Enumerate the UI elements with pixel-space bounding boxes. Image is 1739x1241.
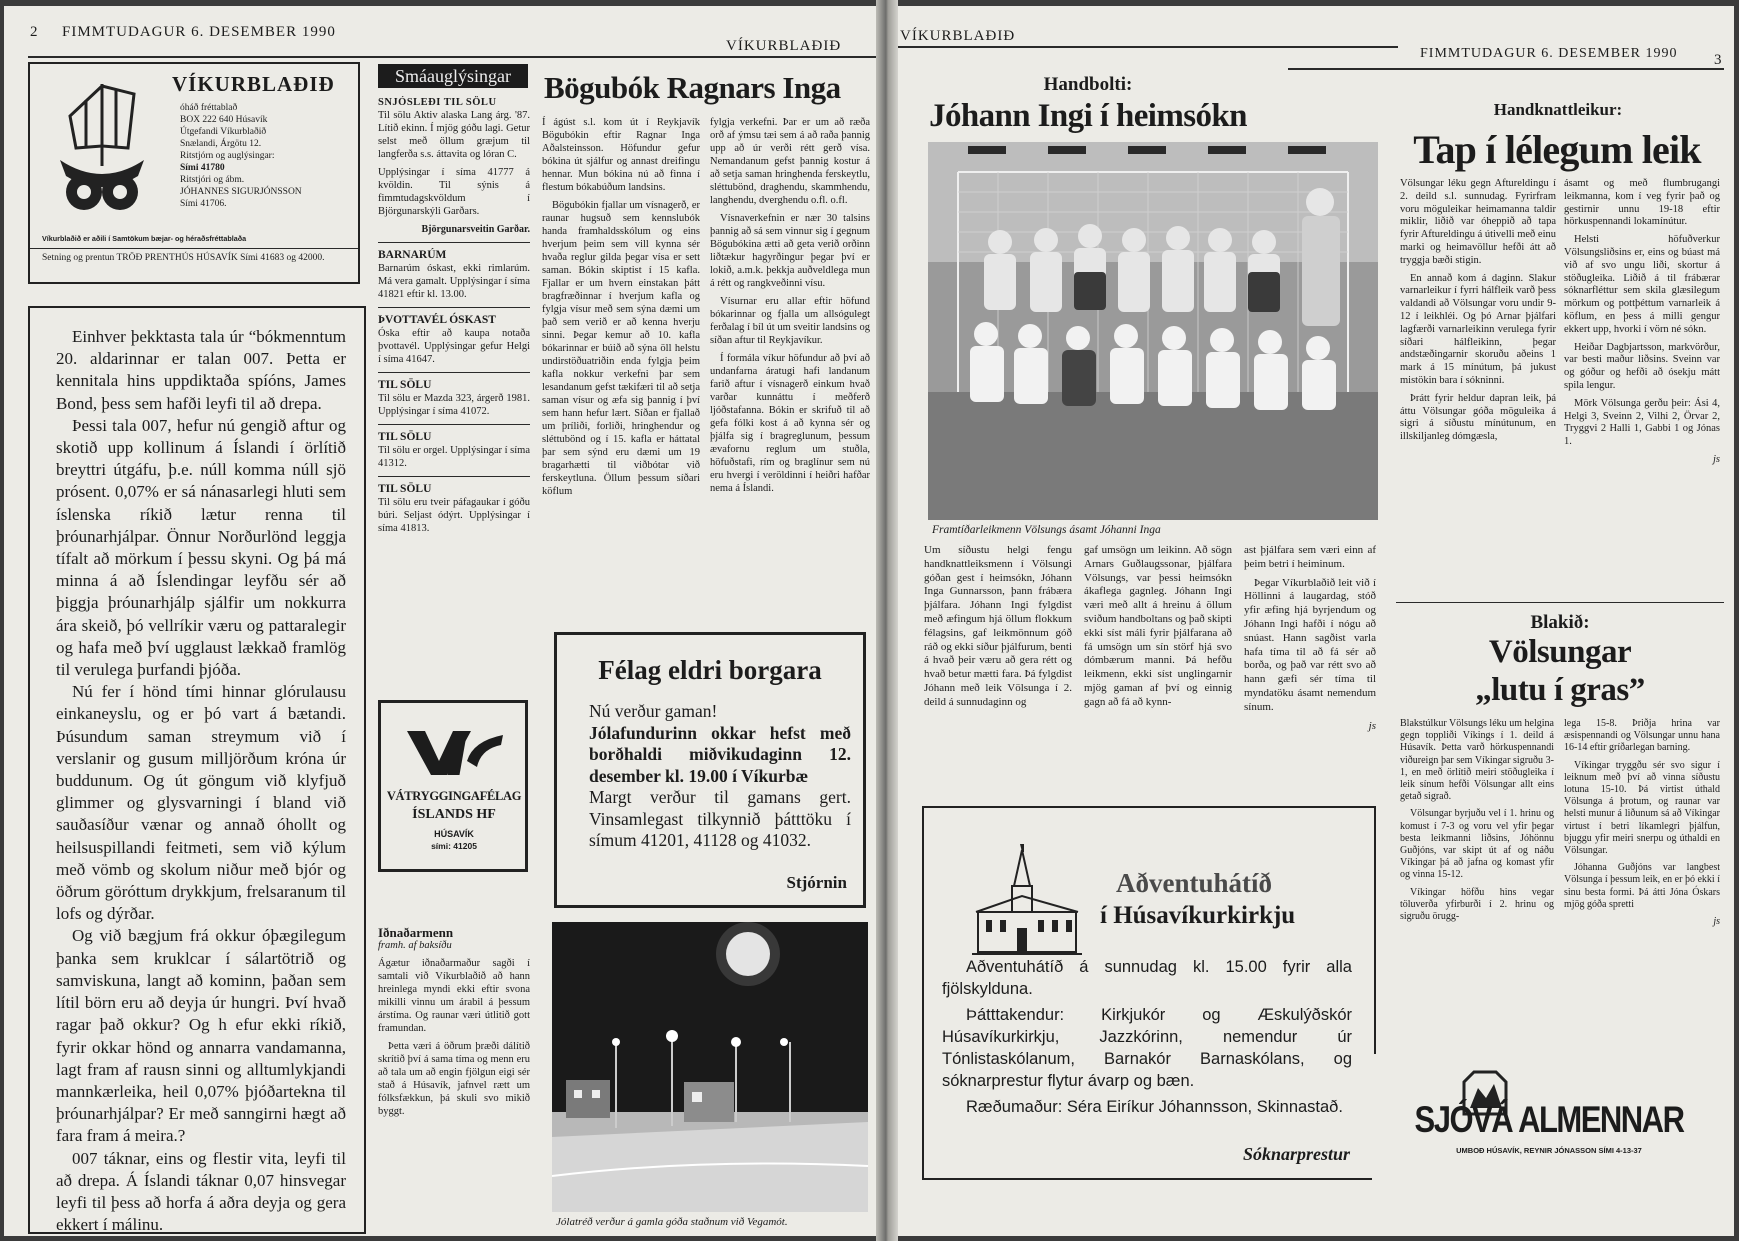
handbolti-col1: Um síðustu helgi fengu handknattleiksmenn í Völsungi góðan gest í heimsókn, Jóhann Inga Gunnarsson, þann frábæra þjálfara. Jóhann Ingi fylgdist með æfingum hjá öllum flokkum félagsins, gaf leikmönnum góð ráð og ekki síður þjálfurum, benti á hvað þeir væru að gera rétt og hvað betur mætti fara. Þá fylgdist Jóhann með leik Völsunga í 2. deild á sunnudaginn og [924,544,1072,708]
bogubok-title: Bögubók Ragnars Inga [544,70,841,105]
editorial-box [28,306,366,1234]
handknatt-col1: Völsungar léku gegn Aftureldingu í 2. deild s.l. sunnudag. Fyrirfram voru möguleikar heimamanna taldir miklir, liðið var óheppið að tapa fyrir Aftureldingu á útivelli með einu marki og heimavöllur hefði átt að tryggja bæði stigin. En annað kom á daginn. Slakur varnarleikur í fyrri hálfleik varð þess valdandi að Völsungar voru undir 9-12 í leikhléi. Og þó Arnar þjálfari lagfærði varnarleikinn verulega fyrir síðari hálfleikinn, þegar andstæðingarnir skoruðu aðeins 1 mark á 15 mínútum, þá jukust mistökin bara í sókninni. Þrátt fyrir heldur dapran leik, þá áttu Völsungar góða möguleika á sigri á síðustu mínútunum, en illskiljanleg dómgæsla, [1400,178,1556,443]
night-photo-caption: Jólatréð verður á gamla góða staðnum við Vegamót. [556,1216,788,1228]
blakid-title2: „lutu í gras” [1475,672,1645,708]
masthead-member: Víkurblaðið er aðili í Samtökum bæjar- og héraðsfréttablaða [42,234,247,243]
handbolti-col2: gaf umsögn um leikinn. Að sögn Arnars Guðlaugssonar, þjálfara Völsungs, var þessi heimsókn ákaflega gagnleg. Jóhann Ingi væri með allt á hreinu á öllum sviðum handboltans og það skipti ekki síst máli fyrir þjálfarana að fá umsögn um sín störf hjá svo dómbærum manni. Þá hefðu leikmenn, ekki síst unglingarnir mjög gaman af því og einnig gagn að fá að kynn- [1084,544,1232,708]
page-number: 2 [30,24,39,40]
idnadarmenn-article: Iðnaðarmenn framh. af baksíðu Ágætur iðnaðarmaður sagði í samtali við Víkurblaðið að hann hreinlega myndi ekki eftir svona mikilli vinnu um árabil á þessum árstíma. Og raunar væri útlitið gott framundan. Þetta væri á öðrum þræði dálítið skrítið því á sama tíma og menn eru að tala um að engin fjölgun eigi sér stað á Húsavík, jafnvel rætt um fólksfækkun, þá skuli svo mikið byggt. [378,926,530,1117]
blakid-col2: lega 15-8. Þriðja hrina var æsispennandi og Völsungar unnu hana 16-14 eftir gríðarlegan barning. Víkingar tryggðu sér svo sigur í leiknum með því að vinna síðustu lotuna 15-10. Þá virtist úthald Völsunga á þrotum, og raunar var helsti munur á liðunum sá að Víkingar virtust í betri líkamlegri þjálfun, bjuggu yfir meiri snerpu og úthaldi en Völsungar. Jóhanna Guðjóns var langbest Völsunga í þessum leik, en er þó ekki í sinu besta formi. Þá átti Jóna Óskars mjög góða spretti js [1564,718,1720,928]
handknatt-kicker: Handknattleikur: [1493,100,1623,119]
right-running-head: VÍKURBLAÐIÐ [900,28,1016,44]
sjova-sub: UMBOÐ HÚSAVÍK, REYNIR JÓNASSON SÍMI 4-13-37 [1456,1146,1642,1155]
felag-title: Félag eldri borgara [598,655,822,685]
right-date: FIMMTUDAGUR 6. DESEMBER 1990 [1420,46,1678,61]
felag-ad [554,632,866,908]
classifieds-banner: Smáauglýsingar [378,64,528,88]
adventu-sign: Sóknarprestur [1242,1144,1350,1164]
right-page [888,6,1734,1236]
adventu-title2: í Húsavíkurkirkju [1100,902,1296,929]
page-date: FIMMTUDAGUR 6. DESEMBER 1990 [62,24,336,40]
church-icon [972,842,1082,962]
handbolti-col3: ast þjálfara sem væri einn af þeim betri í heiminum. Þegar Víkurblaðið leit við í Höllinni á laugardag, stóð yfir æfing hjá byrjendum og Jóhann Ingi hafði í nógu að snúast. Hann sagðist varla hafa tíma til að fá sér að borða, og það var rétt svo að hann gæfi sér tíma til myndatöku ásamt nemendum sínum. js [1244,544,1376,732]
vis-line1: VÁTRYGGINGAFÉLAG [386,789,522,803]
handbolti-title: Jóhann Ingi í heimsókn [929,98,1247,134]
bogubok-col1: Í ágúst s.l. kom út í Reykjavík Bögubókin eftir Ragnar Inga Aðalsteinsson. Höfundur gefur bókina út sjálfur og annast dreifingu hennar. Mun bókina nú að finna í flestum bókabúðum landsins. Bögubókin fjallar um vísnagerð, er raunar hugsuð sem kennslubók handa framhaldsskólum og eins hverjum þeim sem vill kynna sér hvaða reglur gilda þegar vísa er sett saman. Bókin skiptist í 15 kafla. Fjallar er um hvern einstakan þátt bragfræðinnar í hverjum kafla og fylgja vísur með sem sýna dæmi um það sem verið er að kenna hverju sinni. Þegar kemur að 10. kafla bókarinnar er búið að sýna öll helstu undirstöðuatriðin enda fylgja þeim kafla nokkur verkefni þar sem lesandanum gefst tækifæri til að setja saman vísur og æfa sig þannig í því sem hann hefur lært. Síðan er fjallað um þríliði, forliði, hringhendur og sléttubönd og í 15. kafla er háttatal þar sem sýnd eru dæmi um 19 bragarhætti til viðbótar við ferskeytluna. Öllum þessum síðari köflum [542,117,700,497]
felag-body: Nú verður gaman! Jólafundurinn okkar hefst með borðhaldi miðvikudaginn 12. desember kl. 19.00 í Víkurbæ Margt verður til gamans gert. Vinsamlegast tilkynnið þátttöku í símum 41201, 41128 og 41032. [589,701,851,850]
sjova-logo: SJÓVÁ ALMENNAR [1414,1098,1684,1141]
vis-line4: sími: 41205 [431,841,477,851]
adventu-body: Aðventuhátíð á sunnudag kl. 15.00 fyrir alla fjölskylduna. Þátttakendur: Kirkjukór og Æskulýðskór Húsavíkurkirkju, Jazzkórinn, nemendur úr Tónlistaskólanum, Barnakór Barnaskólans, og sóknarprestur flytur ávarp og bæn. Ræðumaður: Séra Eiríkur Jóhannsson, Skinnastað. [942,958,1352,1116]
vis-ad [378,700,528,872]
handknatt-col2: ásamt og með flumbrugangi leikmanna, kom í veg fyrir það og gestirnir unnu 19-18 eftir hörkuspennandi lokamínútur. Helsti höfuðverkur Völsungsliðsins er, eins og búast má við af svo ungu liði, skortur á stöðugleika. Liðið á til frábærar sóknarfléttur sem skila glæsilegum mörkum og pottþéttum varnarleik á köflum, en þess á milli gengur ekkert upp, hvorki í vörn né sókn. Heiðar Dagbjartsson, markvörður, var besti maður liðsins. Sveinn var og góður og hefði að ósekju mátt spila lengur. Mörk Völsunga gerðu þeir: Ási 4, Helgi 3, Sveinn 2, Vilhi 2, Örvar 2, Tryggvi 2 Halli 1, Gabbi 1 og Jónas 1. js [1564,178,1720,465]
viking-ship-logo [56,76,148,216]
vis-logo-icon [403,721,507,779]
blakid-col1: Blakstúlkur Völsungs léku um helgina gegn toppliði Víkings í 1. deild á Húsavík. Þetta varð hörkuspennandi viðureign þar sem Víkingar sigruðu 3-1, en með örlítið meiri stöðugleika í leik sínum hefði Völsungar allt eins getað sigrað. Völsungar byrjuðu vel í 1. hrinu og komust í 7-3 og voru vel yfir þegar besta leikmanni liðsins, Jóhönnu Guðjóns, var skipt út af og náðu Víkingar þá að jafna og komast yfir og vinna 15-12. Víkingar höfðu hins vegar töluverða yfirburði í 2. hrinu og sigruðu örugg- [1400,718,1554,923]
masthead-title: VÍKURBLAÐIÐ [172,72,335,96]
blakid-title1: Völsungar [1488,634,1632,670]
bogubok-col2: fylgja verkefni. Þar er um að ræða orð af ýmsu tæi sem á að raða þannig upp að úr verði rétt gerð vísa. Nemandanum gefst þannig kostur á að setja saman hringhenda ferskeytlu, sléttubönd, draghendu, skammhendu, langhendu, dverghendu o.fl. o.fl. Vísnaverkefnin er nær 30 talsins þannig að sá sem vinnur sig í gegnum Bögubókina ætti að geta verið orðinn liðtækur hagyrðingur þegar því er lokið, a.m.k. þekkja auðveldlega mun á rétt og rangkveðinni vísu. Vísurnar eru allar eftir höfund bókarinnar og fjalla um allsógulegt ferðalag í bíl út um sveitir landsins og síðan aftur til Reykjavíkur. Í formála víkur höfundur að því að undanfarna áratugi hafi landanum farið aftur í vísnagerð einkum hvað varðar kunnáttu í meðferð ljóðstafanna. Bókin er skrifuð til að gefa fólki kost á að kynna sér og þjálfa sig í bragreglunum, þessum ævafornu reglum um stuðla, höfuðstafi, rím og braglínur sem nú eru hvergi í veröldinni í heiðri hafðar nema á Íslandi. [710,117,870,494]
team-photo-caption: Framtíðarleikmenn Völsungs ásamt Jóhanni Inga [932,524,1161,536]
masthead-info: óháð fréttablað BOX 222 640 Húsavík Útgefandi Víkurblaðið Snælandi, Árgötu 12. Ritstjórn og auglýsingar: Sími 41780 Ritstjóri og ábm. JÓHANNES SIGURJÓNSSON Sími 41706. [180,103,302,209]
editorial-text: Einhver þekktasta tala úr “bókmenntum 20. aldarinnar er talan 007. Þetta er kennitala hins uppdiktaða spíóns, James Bond, þess sem hafði leyfi til að drepa. Þessi tala 007, hefur nú gengið aftur og skotið upp kollinum á Íslandi í örlítið breyttri útgáfu, þ.e. núll komma núll sjö prósent. 0,07% er sá nánasarlegi hluti sem íslenska ríkið lætur renna til þróunarhjálpar. Önnur Norðurlönd leggja tífalt að mörkum í þessu skyni. Og þá má minna á að Íslendingar leyfðu sér að þiggja þróunarhjálp sjálfir um nokkurra ára skeið, þó vellríkir væru og pattaralegir og hafa með því ugglaust lækkað framlög til verulega þurfandi þjóða. Nú fer í hönd tími hinnar glórulausu einkaneyslu, og er þó vart á bætandi. Þúsundum saman streymum við í verslanir og gusum milljörðum króna úr buddunum. Og út göngum við klyfjuð glimmer og glysvarningi í bland við sauðasíður vænar og annað óhollt og heilsuspillandi feitmeti, sem við kýlum með vömb og skolum niður með bjór og öðrum göróttum drykkjum, frelsaranum til lofs og dýrðar. Og við bægjum frá okkur óþægilegum þanka sem kruklcar í sálartötrið og samviskuna, langt að kominn, þaðan sem lítil börn eru að deyja úr hungri. Því hvað ragar það okkur? Og h efur ekki ríkið, fyrir okkar hönd og annarra vandamanna, lagt fram af rausn sinni og alltumlykjandi mannkærleika, heil 0,07% þjóðartekna til þróunarhjálpar? Er með sanngirni hægt að fara fram á meira.? 007 táknar, eins og flestir vita, leyfi til að drepa. Á Íslandi táknar 0,07 hinsvegar leyfi til þess að horfa á aðra deyja og gera ekkert í málinu. [56,327,346,1235]
vis-line2: ÍSLANDS HF [412,807,496,822]
night-street-photo [552,922,868,1212]
classifieds-column: SNJÓSLEÐI TIL SÖLU Til sölu Aktiv alaska Lang árg. '87. Lítið ekinn. Í mjög góðu lagi. Getur selst með öllum græjum til langferða s.s. áttavita og lóran C. Upplýsingar í síma 41777 á kvöldin. Til sýnis á fimmtudagskvöldum í Björgunarskýli Garðars. Björgunarsveitin Garðar. BARNARÚM Barnarúm óskast, ekki rimlarúm. Má vera gamalt. Upplýsingar í síma 41821 eftir kl. 13.00. ÞVOTTAVÉL ÓSKAST Óska eftir að kaupa notaða þvottavél. Upplýsingar gefur Helgi í síma 41647. TIL SÖLU Til sölu er Mazda 323, árgerð 1981. Upplýsingar í síma 41072. TIL SÖLU Til sölu er orgel. Upplýsingar í síma 41312. TIL SÖLU Til sölu eru tveir páfagaukar í góðu búri. Seljast ódýrt. Upplýsingar í síma 41813. [378,97,530,534]
right-page-number: 3 [1714,52,1723,68]
adventu-ad [922,806,1376,1180]
vis-line3: HÚSAVÍK [434,829,474,839]
page-gutter [876,0,898,1241]
masthead-box [28,62,360,284]
team-photo [928,142,1378,520]
masthead-print: Setning og prentun TRÖÐ PRENTHÚS HÚSAVÍK Sími 41683 og 42000. [42,253,325,263]
sjova-ad [1372,1054,1718,1202]
adventu-title1: Aðventuhátíð [1116,868,1273,898]
handknatt-title: Tap í lélegum leik [1413,127,1701,172]
running-head: VÍKURBLAÐIÐ [726,38,842,54]
felag-sign: Stjórnin [786,873,847,892]
handbolti-kicker: Handbolti: [1043,74,1133,95]
left-page [4,6,884,1236]
blakid-kicker: Blakið: [1530,612,1590,633]
